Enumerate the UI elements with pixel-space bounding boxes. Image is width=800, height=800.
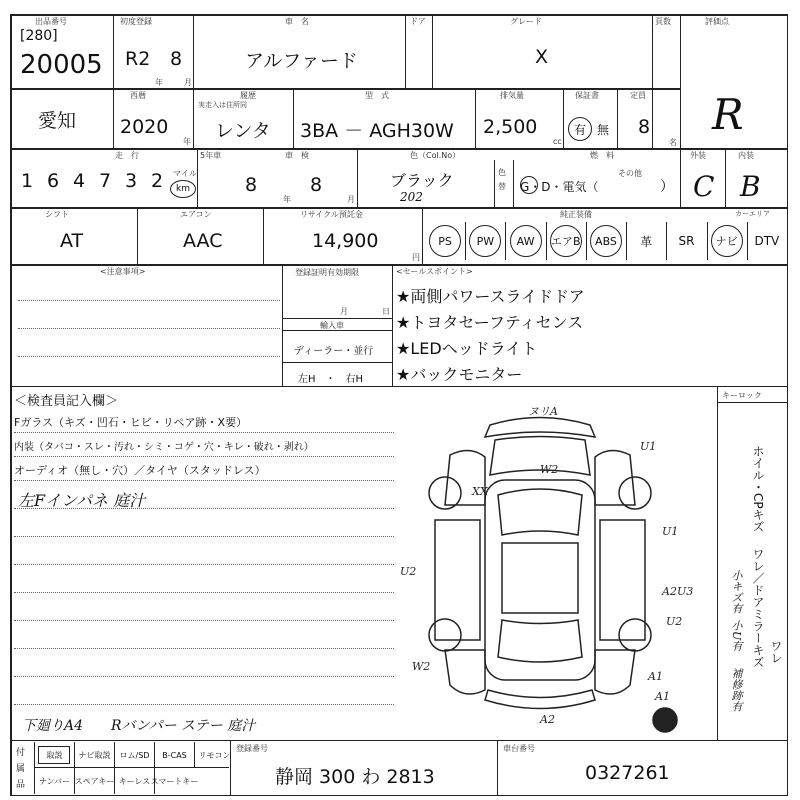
inspector-line bbox=[14, 564, 394, 565]
divider bbox=[505, 222, 506, 260]
mark-u1-a: U1 bbox=[640, 440, 657, 453]
steering-side: 左H ・ 右H bbox=[298, 374, 364, 385]
equipment-item-label: 革 bbox=[640, 234, 653, 249]
month-unit: 月 bbox=[184, 78, 192, 87]
inspector-note-1: 左Fインパネ 庭汁 bbox=[18, 491, 146, 510]
inspector-line bbox=[14, 676, 394, 677]
exterior-grade: C bbox=[693, 170, 715, 203]
divider bbox=[546, 222, 547, 260]
wheel-rear-left-shape bbox=[429, 619, 461, 651]
sales-points-label: <セールスポイント> bbox=[396, 267, 473, 276]
first-reg-label: 初度登録 bbox=[120, 17, 152, 26]
capacity: 8 bbox=[638, 116, 651, 138]
dealer-type: ディーラー・並行 bbox=[294, 346, 374, 357]
accessory-item: ナビ取説 bbox=[74, 742, 114, 768]
shift-label: シフト bbox=[45, 210, 69, 219]
equipment-item-label: DTV bbox=[754, 234, 780, 248]
equipment-item bbox=[666, 222, 706, 260]
divider bbox=[475, 88, 476, 148]
warranty-label: 保証書 bbox=[575, 91, 599, 100]
divider bbox=[34, 767, 229, 768]
grade-label: グレード bbox=[510, 17, 542, 26]
color-change-label: 色替 bbox=[498, 168, 506, 191]
divider bbox=[282, 318, 392, 319]
shaken-year: 8 bbox=[245, 174, 258, 196]
divider bbox=[465, 222, 466, 260]
color: ブラック bbox=[390, 171, 454, 190]
shaken-month-unit: 月 bbox=[347, 195, 355, 204]
key-lock-label: キーロック bbox=[722, 391, 762, 400]
mark-a2-rear: A2 bbox=[540, 713, 555, 726]
equipment-item bbox=[586, 222, 626, 260]
divider bbox=[282, 264, 283, 386]
divider bbox=[666, 222, 667, 260]
mark-w2-bottom: W2 bbox=[412, 660, 431, 673]
divider bbox=[230, 740, 231, 796]
divider bbox=[432, 14, 433, 89]
equipment-item bbox=[465, 222, 505, 260]
mark-xx: XX bbox=[472, 485, 488, 498]
accessories-label: 付属品 bbox=[16, 748, 26, 790]
divider bbox=[282, 330, 392, 331]
sales-point: ★バックモニター bbox=[396, 365, 523, 384]
chassis-number: 0327261 bbox=[585, 762, 670, 784]
lot-number: 20005 bbox=[20, 50, 103, 80]
plate-label: 登録番号 bbox=[236, 744, 268, 753]
mileage-digit: 6 bbox=[46, 170, 60, 192]
cc-unit: cc bbox=[553, 137, 562, 146]
side-note-3: ワレ bbox=[769, 640, 783, 664]
divider bbox=[263, 207, 264, 265]
inspector-line bbox=[14, 620, 394, 621]
sales-point: ★LEDヘッドライト bbox=[396, 339, 538, 358]
divider bbox=[357, 148, 358, 208]
mileage-digit: 7 bbox=[98, 170, 112, 192]
accessory-item: リモコン bbox=[194, 742, 234, 768]
reg-month: 月 bbox=[340, 307, 348, 316]
mileage-label: 走 行 bbox=[115, 151, 139, 160]
divider bbox=[113, 14, 114, 89]
displacement-label: 排気量 bbox=[500, 91, 524, 100]
mileage-digit: 4 bbox=[72, 170, 86, 192]
equipment-item-label: エアB bbox=[550, 225, 582, 257]
lot-code: [280] bbox=[20, 28, 58, 44]
rating-label: 評価点 bbox=[705, 17, 729, 26]
windshield-shape bbox=[498, 489, 582, 535]
first-reg-month: 8 bbox=[170, 48, 183, 70]
side-note-small-1: 小キズ有 bbox=[730, 570, 743, 614]
accessory-item: ロム/SD bbox=[114, 742, 154, 768]
accessory-item: スマートキー bbox=[154, 768, 194, 794]
reg-day: 日 bbox=[382, 307, 390, 316]
shaken-label: 車 検 bbox=[285, 151, 309, 160]
inspector-note-2: 下廻りA4 Rバンパー ステー 庭汁 bbox=[22, 718, 256, 734]
frame-bottom bbox=[10, 795, 788, 796]
region: 愛知 bbox=[38, 110, 77, 132]
history-note: 実走入は住所同 bbox=[198, 101, 247, 109]
exterior-label: 外装 bbox=[690, 151, 706, 160]
left-rear-fender-shape bbox=[445, 650, 485, 694]
accessory-item: キーレス bbox=[114, 768, 154, 794]
divider bbox=[293, 88, 294, 148]
car-name: アルファード bbox=[245, 50, 358, 72]
row-line-5 bbox=[10, 386, 788, 387]
mark-u2-right: U2 bbox=[666, 615, 683, 628]
interior-grade: B bbox=[740, 170, 761, 203]
recycle-fee: 14,900 bbox=[312, 230, 379, 252]
inspector-title: ＜検査員記入欄＞ bbox=[14, 394, 119, 409]
fuel-gasoline-circle bbox=[520, 176, 538, 194]
divider bbox=[193, 88, 194, 148]
divider bbox=[494, 160, 495, 208]
yen-unit: 円 bbox=[412, 253, 420, 262]
row-line-6 bbox=[10, 740, 788, 741]
year-label: 西暦 bbox=[130, 91, 146, 100]
equipment-item bbox=[707, 222, 747, 260]
equipment-item bbox=[505, 222, 545, 260]
history: レンタ bbox=[215, 120, 271, 142]
equipment-item bbox=[546, 222, 586, 260]
wheel-rear-right-shape bbox=[619, 619, 651, 651]
grade: X bbox=[535, 46, 549, 68]
mark-u1-b: U1 bbox=[662, 525, 679, 538]
divider bbox=[137, 207, 138, 265]
shaken-month: 8 bbox=[310, 174, 323, 196]
inspector-line bbox=[14, 648, 394, 649]
inspector-glass: Fガラス（キズ・凹石・ヒビ・リペア跡・X要） bbox=[14, 416, 248, 429]
front-bumper-shape bbox=[485, 418, 595, 438]
mileage-digits bbox=[14, 170, 174, 200]
sales-point: ★トヨタセーフティセンス bbox=[396, 313, 584, 332]
side-note-small-3: 補修跡有 bbox=[730, 668, 743, 712]
interior-label: 内装 bbox=[738, 151, 754, 160]
sales-point: ★両側パワースライドドア bbox=[396, 287, 585, 306]
divider bbox=[747, 222, 748, 260]
chassis-label: 車台番号 bbox=[503, 744, 535, 753]
divider bbox=[422, 207, 423, 265]
accessory-item: B-CAS bbox=[154, 742, 194, 768]
shift: AT bbox=[60, 230, 84, 252]
divider bbox=[563, 88, 564, 148]
divider bbox=[617, 88, 618, 148]
row-line-3 bbox=[10, 207, 788, 209]
equipment-item-label: ABS bbox=[590, 225, 622, 257]
equipment-item-label: AW bbox=[510, 225, 542, 257]
fuel-options: G・D・電気（ bbox=[520, 180, 599, 194]
divider bbox=[113, 88, 114, 148]
equipment-row bbox=[425, 222, 787, 260]
divider bbox=[725, 148, 726, 208]
equipment-item-label: PS bbox=[429, 225, 461, 257]
displacement: 2,500 bbox=[483, 116, 538, 138]
exhibit-no-label: 出品番号 bbox=[35, 17, 67, 26]
caution-line bbox=[18, 300, 280, 301]
caution-label: <注意事項> bbox=[100, 267, 146, 276]
equipment-item-label: ナビ bbox=[711, 225, 743, 257]
divider bbox=[193, 14, 194, 89]
warranty-yes: 有 bbox=[568, 117, 592, 141]
recycle-label: リサイクル預託金 bbox=[300, 210, 363, 219]
divider bbox=[652, 14, 653, 149]
fuel-label: 燃 料 bbox=[590, 151, 614, 160]
accessory-item: ナンバー bbox=[34, 768, 74, 794]
equipment-item bbox=[626, 222, 666, 260]
rear-glass-shape bbox=[498, 620, 582, 662]
inspector-line bbox=[14, 592, 394, 593]
model-year-unit: 年 bbox=[183, 137, 191, 146]
door-label: ドア bbox=[410, 17, 426, 26]
warranty-no: 無 bbox=[597, 123, 610, 137]
sheets-label: 頁数 bbox=[655, 17, 671, 26]
capacity-unit: 名 bbox=[669, 138, 677, 147]
rear-bumper-shape bbox=[485, 690, 595, 709]
import-label: 輸入車 bbox=[320, 321, 344, 330]
fuel-close: ） bbox=[660, 179, 674, 195]
capacity-label: 定員 bbox=[630, 91, 646, 100]
divider bbox=[392, 264, 393, 386]
history-label: 履歴 bbox=[240, 91, 256, 100]
model-year: 2020 bbox=[120, 116, 169, 138]
mark-a1-a: A1 bbox=[648, 670, 663, 683]
mark-front: ヌリA bbox=[528, 405, 558, 418]
accessories-row-2 bbox=[34, 768, 199, 794]
spare-mark-shape bbox=[653, 708, 677, 732]
caution-line bbox=[18, 328, 280, 329]
mileage-km: km bbox=[170, 180, 196, 198]
divider bbox=[282, 362, 392, 363]
equipment-item-label: SR bbox=[678, 234, 695, 248]
inspector-line bbox=[14, 432, 394, 433]
car-damage-diagram bbox=[400, 395, 720, 735]
divider bbox=[717, 402, 787, 403]
left-side-shape bbox=[435, 520, 480, 640]
inspector-interior: 内装（タバコ・スレ・汚れ・シミ・コゲ・穴・キレ・破れ・剥れ） bbox=[14, 442, 314, 453]
plate-number: 静岡 300 わ 2813 bbox=[275, 766, 435, 788]
side-note-2: ワレ／ドアミラーキズ bbox=[751, 548, 765, 668]
frame-right bbox=[787, 14, 788, 796]
mark-u2-left: U2 bbox=[400, 565, 417, 578]
color-label: 色（Col.No） bbox=[410, 151, 461, 160]
divider bbox=[197, 148, 198, 208]
equipment-item-label: PW bbox=[469, 225, 501, 257]
accessory-item: 取説 bbox=[34, 742, 74, 768]
rating: R bbox=[712, 90, 744, 139]
mileage-digit: 1 bbox=[20, 170, 34, 192]
frame-left bbox=[10, 14, 12, 796]
model-label: 型 式 bbox=[365, 91, 389, 100]
mark-w2-top: W2 bbox=[540, 463, 559, 476]
mark-a2u3: A2U3 bbox=[662, 585, 694, 598]
mileage-mile: マイル bbox=[173, 169, 197, 178]
caution-line bbox=[18, 356, 280, 357]
equipment-item bbox=[747, 222, 787, 260]
divider bbox=[626, 222, 627, 260]
divider bbox=[513, 160, 514, 208]
right-rear-fender-shape bbox=[595, 650, 635, 694]
color-no: 202 bbox=[400, 190, 423, 204]
divider bbox=[497, 740, 498, 796]
equipment-item bbox=[425, 222, 465, 260]
mark-a1-b: A1 bbox=[655, 690, 670, 703]
side-note-1: ホイル・CPキズ bbox=[751, 445, 765, 533]
inspection-label: 5年車 bbox=[200, 151, 222, 160]
accessory-item: スペアキー bbox=[74, 768, 114, 794]
side-note-small-2: 小U有 bbox=[730, 620, 743, 652]
mileage-digit: 3 bbox=[124, 170, 138, 192]
divider bbox=[586, 222, 587, 260]
car-area-label: カーエリア bbox=[735, 210, 770, 218]
inspector-line bbox=[14, 480, 394, 481]
year-unit: 年 bbox=[155, 78, 163, 87]
aircon: AAC bbox=[183, 230, 223, 252]
equipment-label: 純正装備 bbox=[560, 210, 592, 219]
aircon-label: エアコン bbox=[180, 210, 212, 219]
mileage-digit: 2 bbox=[150, 170, 164, 192]
car-name-label: 車 名 bbox=[285, 17, 309, 26]
inspector-audio-tire: オーディオ（無し・穴）／タイヤ（スタッドレス） bbox=[14, 464, 266, 477]
accessories-row-1 bbox=[34, 742, 234, 768]
divider bbox=[680, 148, 681, 208]
divider bbox=[405, 14, 406, 89]
fuel-other-label: その他 bbox=[618, 169, 642, 178]
divider bbox=[707, 222, 708, 260]
model-code: 3BA － AGH30W bbox=[300, 120, 454, 142]
right-side-shape bbox=[600, 520, 645, 640]
first-reg-era: R2 bbox=[125, 48, 151, 70]
inspector-line bbox=[14, 536, 394, 537]
roof-shape bbox=[502, 543, 578, 613]
inspector-line bbox=[14, 704, 394, 705]
registration-label: 登録証明有効期限 bbox=[295, 268, 359, 277]
shaken-year-unit: 年 bbox=[283, 195, 291, 204]
inspector-line bbox=[14, 456, 394, 457]
divider bbox=[680, 14, 681, 149]
